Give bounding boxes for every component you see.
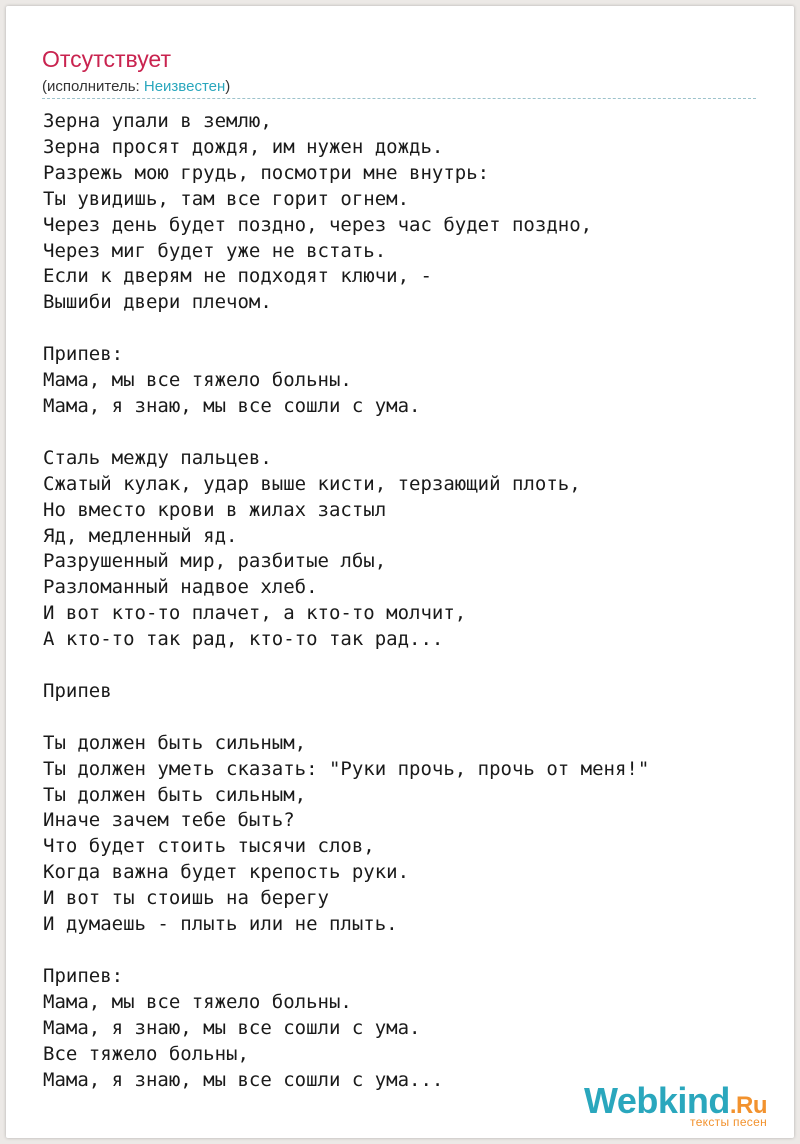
lyrics-page	[6, 6, 794, 1138]
lyrics-line: Иначе зачем тебе быть?	[43, 809, 295, 832]
lyrics-line: Яд, медленный яд.	[43, 524, 238, 547]
lyrics-line: И вот кто-то плачет, а кто-то молчит,	[43, 602, 467, 625]
lyrics-line: И думаешь - плыть или не плыть.	[43, 913, 398, 936]
lyrics-line: Ты увидишь, там все горит огнем.	[43, 187, 410, 210]
logo-wordmark	[583, 1080, 767, 1121]
lyrics-line: Через день будет поздно, через час будет поздно,	[43, 213, 593, 236]
lyrics-line: Мама, я знаю, мы все сошли с ума.	[43, 1016, 421, 1039]
lyrics-line: Зерна упали в землю,	[43, 110, 272, 132]
lyrics-line: А кто-то так рад, кто-то так рад...	[43, 628, 444, 651]
lyrics-line: Когда важна будет крепость руки.	[43, 861, 410, 884]
lyrics-line: Ты должен быть сильным,	[43, 731, 307, 754]
lyrics-line: Разрушенный мир, разбитые лбы,	[43, 550, 387, 573]
performer-suffix: )	[225, 78, 231, 95]
lyrics-line: Мама, мы все тяжело больны.	[43, 990, 352, 1013]
lyrics-line: Мама, я знаю, мы все сошли с ума...	[43, 1068, 444, 1091]
song-performer-line	[42, 78, 230, 96]
lyrics-line: Сжатый кулак, удар выше кисти, терзающий плоть,	[43, 472, 581, 495]
lyrics-line: Припев:	[43, 343, 124, 366]
lyrics-line: Ты должен уметь сказать: "Руки прочь, прочь от меня!"	[43, 757, 650, 780]
lyrics-line: Но вместо крови в жилах застыл	[43, 498, 387, 521]
site-logo[interactable]	[583, 1080, 767, 1129]
performer-prefix: (исполнитель:	[42, 78, 144, 95]
lyrics-line: Сталь между пальцев.	[43, 446, 272, 469]
logo-tld: .Ru	[729, 1092, 767, 1119]
lyrics-line: Припев	[43, 679, 112, 702]
header-divider	[42, 98, 756, 99]
lyrics-line: Припев:	[43, 964, 124, 987]
performer-link[interactable]: Неизвестен	[143, 78, 226, 95]
lyrics-line: И вот ты стоишь на берегу	[43, 887, 329, 910]
lyrics-line: Если к дверям не подходят ключи, -	[43, 265, 432, 288]
lyrics-line: Разломанный надвое хлеб.	[43, 576, 318, 599]
lyrics-line: Все тяжело больны,	[43, 1042, 249, 1065]
lyrics-line: Вышиби двери плечом.	[43, 291, 272, 314]
lyrics-line: Зерна просят дождя, им нужен дождь.	[43, 135, 444, 158]
lyrics-line: Через миг будет уже не встать.	[43, 239, 387, 262]
lyrics-line: Мама, я знаю, мы все сошли с ума.	[43, 394, 421, 417]
lyrics-line: Разрежь мою грудь, посмотри мне внутрь:	[43, 161, 490, 184]
lyrics-line: Ты должен быть сильным,	[43, 783, 307, 806]
logo-brand: Webkind	[583, 1080, 730, 1121]
logo-tagline: тексты песен	[690, 1115, 767, 1129]
lyrics-line: Мама, мы все тяжело больны.	[43, 369, 352, 392]
song-title: Отсутствует	[42, 46, 171, 72]
lyrics-line: Что будет стоить тысячи слов,	[43, 835, 375, 858]
lyrics-text	[43, 109, 763, 1093]
